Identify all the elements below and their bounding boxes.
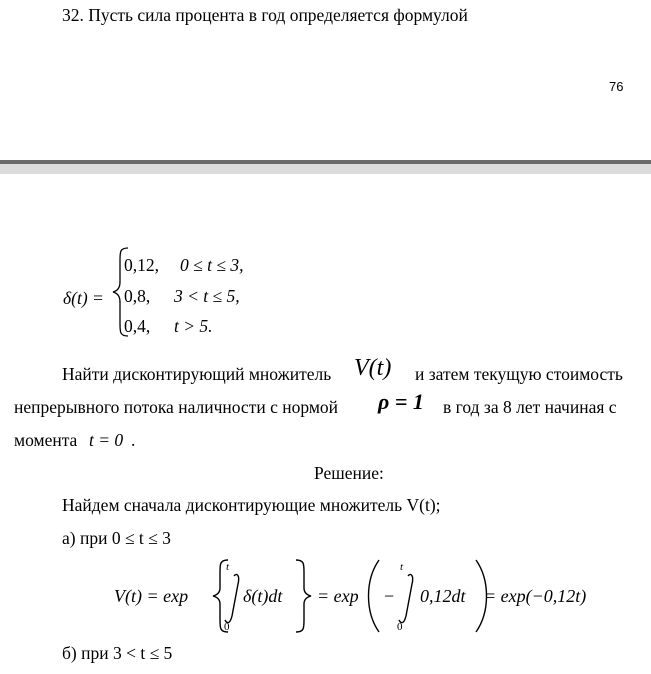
task-line-1a: Найти дисконтирующий множитель bbox=[62, 364, 332, 384]
case-value-2: 0,8, bbox=[124, 286, 151, 306]
task-line-3-end: . bbox=[131, 430, 136, 450]
solution-heading: Решение: bbox=[314, 463, 384, 483]
delta-lhs: δ(t) = bbox=[63, 288, 104, 308]
page-number: 76 bbox=[609, 79, 624, 94]
solution-intro: Найдем сначала дисконтирующие множитель V(t); bbox=[62, 495, 441, 515]
formula-lhs: V(t) = exp bbox=[114, 586, 189, 606]
task-line-3a: момента bbox=[14, 430, 78, 450]
t-equals-zero: t = 0 bbox=[89, 430, 124, 450]
problem-statement-line: 32. Пусть сила процента в год определяется формулой bbox=[62, 5, 468, 25]
case-b-label: б) при 3 < t ≤ 5 bbox=[62, 643, 173, 663]
case-condition-3: t > 5. bbox=[174, 316, 213, 336]
integral-sign-1 bbox=[225, 574, 239, 622]
formula-result: = exp(−0,12t) bbox=[484, 586, 587, 606]
task-line-1b: и затем текущую стоимость bbox=[415, 364, 623, 384]
integrand-2: 0,12dt bbox=[420, 586, 466, 606]
integrand-1: δ(t)dt bbox=[243, 586, 283, 606]
integral-sign-2 bbox=[399, 574, 413, 622]
case-a-label: а) при 0 ≤ t ≤ 3 bbox=[62, 528, 171, 548]
integral-1-upper: t bbox=[226, 561, 230, 573]
task-line-2b: в год за 8 лет начиная с bbox=[443, 397, 617, 417]
case-value-1: 0,12, bbox=[124, 255, 159, 275]
minus-sign: − bbox=[384, 586, 395, 606]
rho-equals-one: ρ = 1 bbox=[378, 389, 424, 414]
integral-2-lower: 0 bbox=[397, 621, 403, 633]
integral-1-lower: 0 bbox=[224, 621, 230, 633]
formula-case-a bbox=[110, 554, 610, 636]
page-divider bbox=[0, 160, 651, 174]
task-line-2a: непрерывного потока наличности с нормой bbox=[14, 397, 339, 417]
case-condition-2: 3 < t ≤ 5, bbox=[174, 286, 240, 306]
case-condition-1: 0 ≤ t ≤ 3, bbox=[180, 255, 244, 275]
V-of-t-symbol: V(t) bbox=[354, 355, 392, 381]
equals-exp: = exp bbox=[317, 586, 359, 606]
integral-2-upper: t bbox=[400, 561, 404, 573]
case-value-3: 0,4, bbox=[124, 316, 151, 336]
right-curly-brace bbox=[296, 560, 311, 632]
left-paren bbox=[369, 560, 380, 632]
